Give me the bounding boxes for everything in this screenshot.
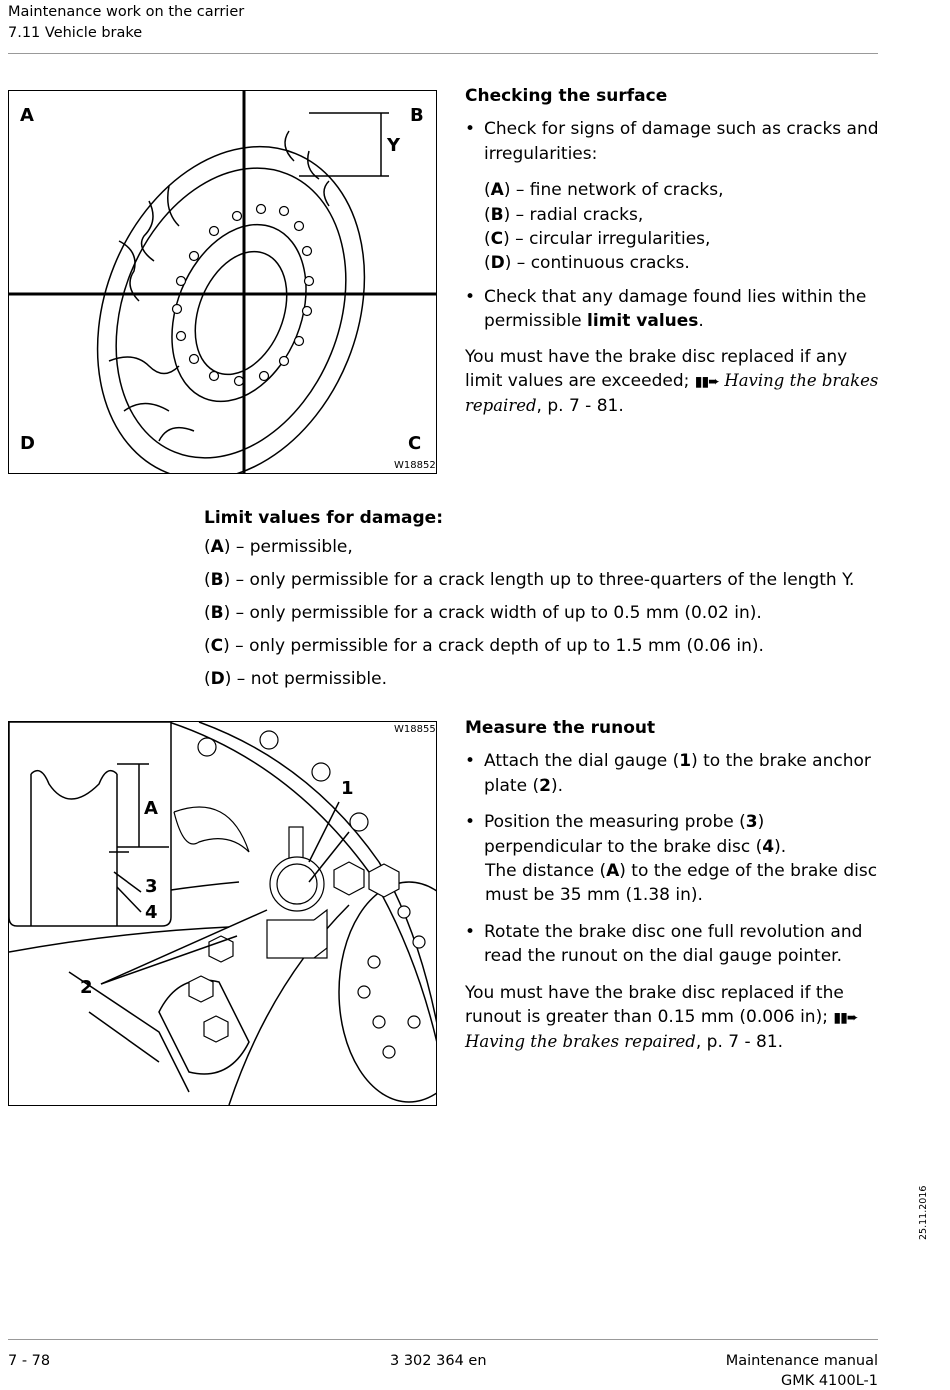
damage-type-list <box>465 178 885 276</box>
measure-runout-title: Measure the runout <box>465 718 656 738</box>
model-name: GMK 4100L-1 <box>780 1373 878 1389</box>
bullet-check-limits: • Check that any damage found lies within the permissible limit values. <box>465 286 867 332</box>
footer-rule <box>8 1339 878 1340</box>
quadrant-label-b: B <box>410 105 424 126</box>
brake-disc-drawing <box>9 91 436 473</box>
limit-row: (B) – only permissible for a crack width of up to 0.5 mm (0.02 in). <box>204 603 762 623</box>
callout-2: 2 <box>80 977 93 998</box>
distance-note: The distance (A) to the edge of the brake disc must be 35 mm (1.38 in). <box>485 861 878 906</box>
checking-surface-section <box>465 84 885 419</box>
limit-row: (A) – permissible, <box>204 537 353 557</box>
callout-4: 4 <box>145 902 158 923</box>
subsection-heading: 7.11 Vehicle brake <box>8 25 143 41</box>
callout-1: 1 <box>341 778 354 799</box>
figure-code: W18855 <box>394 724 436 735</box>
bullet-attach-gauge: • Attach the dial gauge (1) to the brake anchor plate (2). <box>465 751 871 796</box>
damage-item: (C) – circular irregularities, <box>484 229 711 250</box>
replace-note: You must have the brake disc replaced if the runout is greater than 0.15 mm (0.006 in); ▮▮➨ Having the brakes repaired, p. 7 - 81. <box>465 982 858 1053</box>
section-heading: Maintenance work on the carrier <box>8 4 245 20</box>
checking-surface-title: Checking the surface <box>465 86 668 106</box>
header-rule <box>8 53 878 54</box>
measure-runout-section <box>465 716 885 1055</box>
manual-title: Maintenance manual <box>725 1353 878 1369</box>
dial-gauge-drawing <box>9 722 436 1105</box>
damage-item: (A) – fine network of cracks, <box>484 180 724 201</box>
arrow-icon: ▮▮➨ <box>833 1010 858 1027</box>
quadrant-label-a: A <box>20 105 34 126</box>
cross-reference-link[interactable]: Having the brakes repaired <box>465 371 879 416</box>
revision-date: 25.11.2016 <box>918 1185 929 1240</box>
cross-reference-link[interactable]: Having the brakes repaired <box>465 1032 696 1052</box>
length-label-y: Y <box>387 135 401 156</box>
runout-measurement-figure <box>8 721 437 1106</box>
arrow-icon: ▮▮➨ <box>694 374 719 391</box>
limit-row: (D) – not permissible. <box>204 669 387 689</box>
replace-note: You must have the brake disc replaced if any limit values are exceeded; ▮▮➨ Having the brakes repaired, p. 7 - 81. <box>465 346 879 417</box>
bullet-check-damage: • Check for signs of damage such as cracks and irregularities: <box>465 119 879 164</box>
quadrant-label-c: C <box>408 433 422 454</box>
document-number: 3 302 364 en <box>390 1353 487 1369</box>
brake-disc-damage-figure <box>8 90 437 474</box>
bullet-position-probe: • Position the measuring probe (3) perpendicular to the brake disc (4). <box>465 812 787 857</box>
damage-item: (D) – continuous cracks. <box>484 253 690 274</box>
page-number: 7 - 78 <box>8 1353 51 1369</box>
callout-a: A <box>144 798 158 819</box>
damage-item: (B) – radial cracks, <box>484 204 644 225</box>
bullet-rotate-disc: • Rotate the brake disc one full revolution and read the runout on the dial gauge pointer. <box>465 921 863 967</box>
limit-row: (C) – only permissible for a crack depth of up to 1.5 mm (0.06 in). <box>204 636 764 656</box>
limit-values-title: Limit values for damage: <box>204 508 444 528</box>
quadrant-label-d: D <box>20 433 35 454</box>
limit-row: (B) – only permissible for a crack length up to three-quarters of the length Y. <box>204 570 855 590</box>
callout-3: 3 <box>145 876 158 897</box>
figure-code: W18852 <box>394 460 436 471</box>
